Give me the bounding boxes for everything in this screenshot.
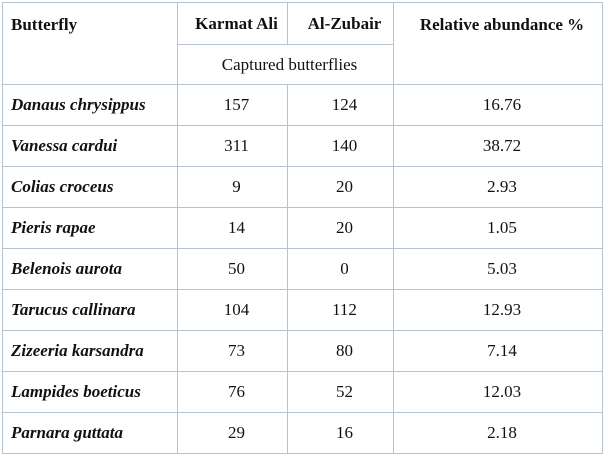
species-name: Vanessa cardui [3,126,178,167]
subheader-captured-butterflies: Captured butterflies [178,45,394,85]
table-row [3,167,603,208]
karmat-ali-count: 9 [178,167,288,208]
species-name: Colias croceus [3,167,178,208]
relative-abundance: 38.72 [394,126,603,167]
karmat-ali-count: 50 [178,249,288,290]
relative-abundance: 12.93 [394,290,603,331]
relative-abundance: 5.03 [394,249,603,290]
butterfly-abundance-table [2,2,603,454]
al-zubair-count: 20 [288,208,394,249]
species-name: Belenois aurota [3,249,178,290]
relative-abundance: 12.03 [394,372,603,413]
table-row [3,126,603,167]
header-al-zubair: Al-Zubair [288,3,394,45]
al-zubair-count: 16 [288,413,394,454]
species-name: Danaus chrysippus [3,85,178,126]
karmat-ali-count: 29 [178,413,288,454]
species-name: Pieris rapae [3,208,178,249]
relative-abundance: 1.05 [394,208,603,249]
karmat-ali-count: 104 [178,290,288,331]
species-name: Tarucus callinara [3,290,178,331]
relative-abundance: 7.14 [394,331,603,372]
karmat-ali-count: 157 [178,85,288,126]
relative-abundance: 2.18 [394,413,603,454]
al-zubair-count: 124 [288,85,394,126]
species-name: Zizeeria karsandra [3,331,178,372]
species-name: Lampides boeticus [3,372,178,413]
al-zubair-count: 112 [288,290,394,331]
header-karmat-ali: Karmat Ali [178,3,288,45]
table-row [3,413,603,454]
al-zubair-count: 52 [288,372,394,413]
header-butterfly: Butterfly [3,3,178,85]
karmat-ali-count: 76 [178,372,288,413]
al-zubair-count: 140 [288,126,394,167]
table-row [3,331,603,372]
relative-abundance: 16.76 [394,85,603,126]
header-row [3,3,603,45]
karmat-ali-count: 311 [178,126,288,167]
al-zubair-count: 80 [288,331,394,372]
table-row [3,372,603,413]
table-row [3,85,603,126]
al-zubair-count: 0 [288,249,394,290]
relative-abundance: 2.93 [394,167,603,208]
table-row [3,290,603,331]
al-zubair-count: 20 [288,167,394,208]
table-row [3,208,603,249]
karmat-ali-count: 14 [178,208,288,249]
karmat-ali-count: 73 [178,331,288,372]
table-row [3,249,603,290]
species-name: Parnara guttata [3,413,178,454]
header-relative-abundance: Relative abundance % [394,3,603,85]
